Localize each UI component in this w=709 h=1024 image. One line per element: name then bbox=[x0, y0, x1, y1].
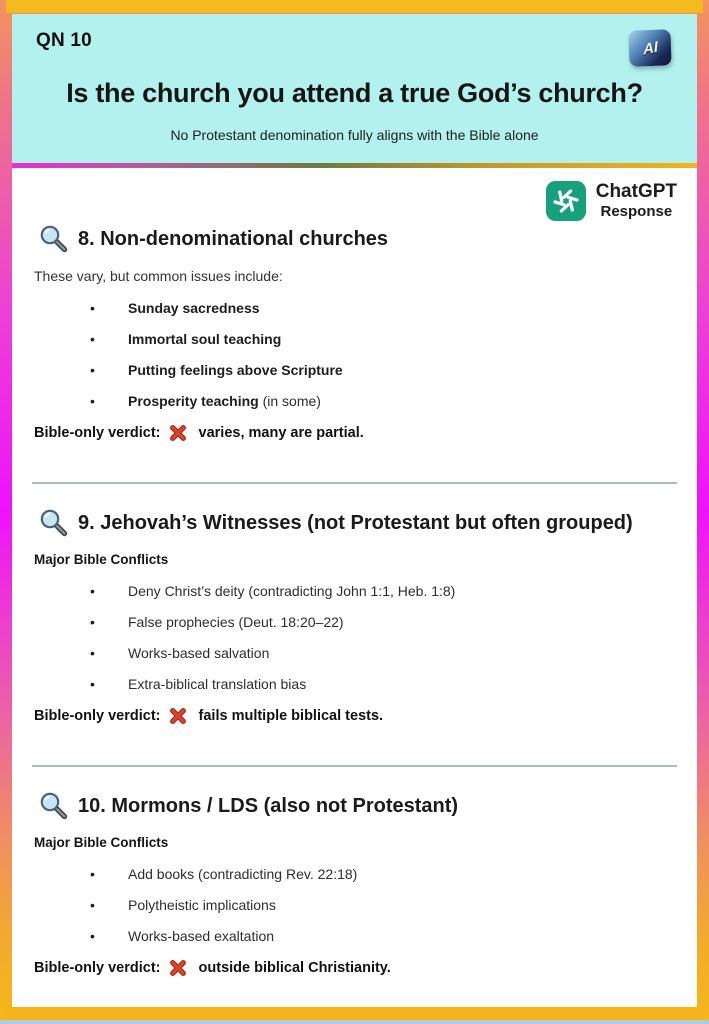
header-top-row bbox=[36, 30, 673, 66]
section-heading bbox=[38, 224, 671, 254]
bullet-item bbox=[32, 866, 677, 883]
topic-section bbox=[32, 791, 677, 977]
bullet-dot: • bbox=[90, 583, 95, 599]
section-intro: Major Bible Conflicts bbox=[34, 552, 169, 567]
cross-mark-icon bbox=[169, 959, 187, 977]
bullet-dot: • bbox=[90, 614, 95, 630]
bullet-text: Works-based salvation bbox=[128, 645, 270, 661]
document-sheet bbox=[12, 14, 697, 1007]
verdict-text: outside biblical Christianity. bbox=[194, 960, 391, 976]
bullet-item bbox=[32, 897, 677, 914]
bullet-text: Sunday sacredness bbox=[128, 300, 260, 316]
sections-container bbox=[32, 224, 677, 977]
bullet-list bbox=[32, 866, 677, 945]
bullet-text: Immortal soul teaching bbox=[128, 331, 282, 347]
bullet-text: Add books (contradicting Rev. 22:18) bbox=[128, 866, 358, 882]
bullet-dot: • bbox=[90, 362, 95, 378]
section-intro: These vary, but common issues include: bbox=[34, 268, 283, 284]
section-divider bbox=[32, 482, 677, 484]
verdict-label: Bible-only verdict: bbox=[34, 708, 161, 724]
section-heading-text: 9. Jehovah’s Witnesses (not Protestant but often grouped) bbox=[78, 511, 633, 534]
bullet-item bbox=[32, 393, 677, 410]
bullet-item bbox=[32, 331, 677, 348]
bullet-dot: • bbox=[90, 676, 95, 692]
section-heading bbox=[38, 508, 671, 538]
bullet-item bbox=[32, 928, 677, 945]
bullet-dot: • bbox=[90, 300, 95, 316]
section-heading-text: 8. Non-denominational churches bbox=[78, 227, 389, 250]
bullet-text: Deny Christ’s deity (contradicting John 1:1, Heb. 1:8) bbox=[128, 583, 456, 599]
bullet-item bbox=[32, 362, 677, 379]
bullet-dot: • bbox=[90, 393, 95, 409]
topic-section bbox=[32, 224, 677, 442]
page-subtitle: No Protestant denomination fully aligns with the Bible alone bbox=[170, 127, 539, 143]
bullet-text: Works-based exaltation bbox=[128, 928, 275, 944]
magnifier-icon bbox=[38, 508, 68, 538]
badge-response-label: Response bbox=[600, 203, 673, 221]
section-heading bbox=[38, 791, 671, 821]
section-heading-text: 10. Mormons / LDS (also not Protestant) bbox=[78, 794, 459, 817]
ai-chip-text: AI bbox=[642, 37, 658, 59]
badge-inner bbox=[545, 180, 677, 222]
ai-chip-logo bbox=[628, 29, 671, 66]
bullet-text: Polytheistic implications bbox=[128, 897, 276, 913]
verdict-text: varies, many are partial. bbox=[194, 425, 364, 441]
frame-bottom-blue-edge bbox=[0, 1020, 709, 1024]
bullet-dot: • bbox=[90, 866, 95, 882]
bullet-dot: • bbox=[90, 645, 95, 661]
verdict-line bbox=[34, 707, 677, 725]
frame-bottom-edge bbox=[6, 1007, 703, 1020]
verdict-label: Bible-only verdict: bbox=[34, 960, 161, 976]
bullet-item bbox=[32, 300, 677, 317]
bullet-text: False prophecies (Deut. 18:20–22) bbox=[128, 614, 344, 630]
openai-logo bbox=[545, 180, 587, 222]
cross-mark-icon bbox=[169, 707, 187, 725]
badge-text bbox=[596, 181, 677, 221]
section-divider bbox=[32, 765, 677, 767]
bullet-item bbox=[32, 676, 677, 693]
bullet-dot: • bbox=[90, 928, 95, 944]
verdict-text: fails multiple biblical tests. bbox=[194, 708, 384, 724]
magnifier-icon bbox=[38, 224, 68, 254]
bullet-text: Putting feelings above Scripture bbox=[128, 362, 343, 378]
bullet-dot: • bbox=[90, 897, 95, 913]
bullet-text: Extra-biblical translation bias bbox=[128, 676, 307, 692]
chatgpt-response-badge bbox=[32, 180, 677, 222]
verdict-label: Bible-only verdict: bbox=[34, 425, 161, 441]
bullet-item bbox=[32, 614, 677, 631]
cross-mark-icon bbox=[169, 424, 187, 442]
bullet-text: Prosperity teaching (in some) bbox=[128, 393, 321, 409]
badge-chatgpt-label: ChatGPT bbox=[595, 180, 677, 202]
magnifier-icon bbox=[38, 791, 68, 821]
frame-top-edge bbox=[6, 0, 703, 13]
bullet-item bbox=[32, 645, 677, 662]
bullet-list bbox=[32, 583, 677, 693]
question-number-label: QN 10 bbox=[36, 30, 92, 51]
page-title: Is the church you attend a true God’s church? bbox=[66, 78, 643, 108]
bullet-dot: • bbox=[90, 331, 95, 347]
bullet-list bbox=[32, 300, 677, 410]
verdict-line bbox=[34, 959, 677, 977]
topic-section bbox=[32, 508, 677, 725]
content-area bbox=[12, 168, 697, 977]
section-intro: Major Bible Conflicts bbox=[34, 835, 169, 850]
bullet-item bbox=[32, 583, 677, 600]
verdict-line bbox=[34, 424, 677, 442]
header-band bbox=[12, 14, 697, 163]
